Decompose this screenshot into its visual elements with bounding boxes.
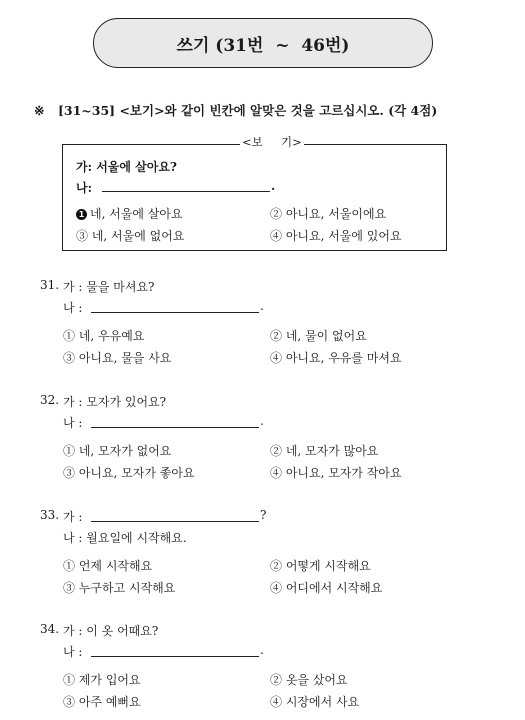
example-option-3: ③ 네, 서울에 없어요 (76, 229, 185, 243)
question-32-line-na-prefix: 나 : (63, 416, 83, 430)
question-33-option-2[interactable]: ② 어떻게 시작해요 (270, 559, 371, 573)
example-option-1 (76, 205, 183, 222)
question-32-line-end: . (260, 414, 264, 428)
question-34-option-2[interactable]: ② 옷을 샀어요 (270, 673, 348, 687)
question-32-option-3[interactable]: ③ 아니요, 모자가 좋아요 (63, 466, 195, 480)
question-33-line-na: 나 : 월요일에 시작해요. (63, 531, 187, 545)
question-34-option-1[interactable]: ① 제가 입어요 (63, 673, 141, 687)
section-title-box (93, 18, 433, 68)
question-33-line-ga-prefix: 가 : (63, 510, 83, 524)
example-option-2: ② 아니요, 서울이에요 (270, 207, 387, 221)
question-33-answer-blank (91, 521, 259, 522)
question-33-option-4[interactable]: ④ 어디에서 시작해요 (270, 581, 383, 595)
question-33-option-3[interactable]: ③ 누구하고 시작해요 (63, 581, 176, 595)
question-31-option-4[interactable]: ④ 아니요, 우유를 마셔요 (270, 351, 402, 365)
example-option-4: ④ 아니요, 서울에 있어요 (270, 229, 402, 243)
question-33-option-1[interactable]: ① 언제 시작해요 (63, 559, 153, 573)
question-34-line-na-prefix: 나 : (63, 645, 83, 659)
example-option-1-text: 네, 서울에 살아요 (90, 207, 183, 221)
example-label: <보 기> (242, 135, 302, 149)
question-31-line-ga: 가 : 물을 마셔요? (63, 280, 155, 294)
question-34-option-3[interactable]: ③ 아주 예뻐요 (63, 695, 141, 709)
question-34-number: 34. (40, 622, 60, 636)
question-32-number: 32. (40, 393, 60, 407)
question-31-number: 31. (40, 278, 60, 292)
question-33-line-end: ? (260, 508, 267, 522)
question-31-answer-blank (91, 312, 259, 313)
instruction (34, 101, 437, 119)
question-31-option-2[interactable]: ② 네, 물이 없어요 (270, 329, 367, 343)
question-31-option-1[interactable]: ① 네, 우유예요 (63, 329, 145, 343)
example-line-ga: 가: 서울에 살아요? (76, 160, 177, 174)
question-32-option-2[interactable]: ② 네, 모자가 많아요 (270, 444, 379, 458)
question-32-answer-blank (91, 427, 259, 428)
question-31-line-end: . (260, 299, 264, 313)
question-31-option-3[interactable]: ③ 아니요, 물을 사요 (63, 351, 172, 365)
question-31-line-na-prefix: 나 : (63, 301, 83, 315)
question-32-option-1[interactable]: ① 네, 모자가 없어요 (63, 444, 172, 458)
example-line-na-prefix: 나: (76, 181, 93, 195)
section-title: 쓰기 (31번 ~ 46번) (176, 35, 350, 56)
question-32-option-4[interactable]: ④ 아니요, 모자가 작아요 (270, 466, 402, 480)
question-34-line-end: . (260, 643, 264, 657)
question-34-option-4[interactable]: ④ 시장에서 사요 (270, 695, 360, 709)
question-34-answer-blank (91, 656, 259, 657)
example-line-na-period: . (271, 179, 276, 193)
selected-answer-icon: 1 (76, 209, 87, 220)
reference-mark: ※ (34, 103, 45, 118)
question-32-line-ga: 가 : 모자가 있어요? (63, 395, 167, 409)
instruction-text: [31~35] <보기>와 같이 빈칸에 알맞은 것을 고르십시오. (각 4점) (58, 103, 438, 118)
question-33-number: 33. (40, 508, 60, 522)
question-34-line-ga: 가 : 이 옷 어때요? (63, 624, 159, 638)
example-answer-blank (102, 191, 270, 192)
